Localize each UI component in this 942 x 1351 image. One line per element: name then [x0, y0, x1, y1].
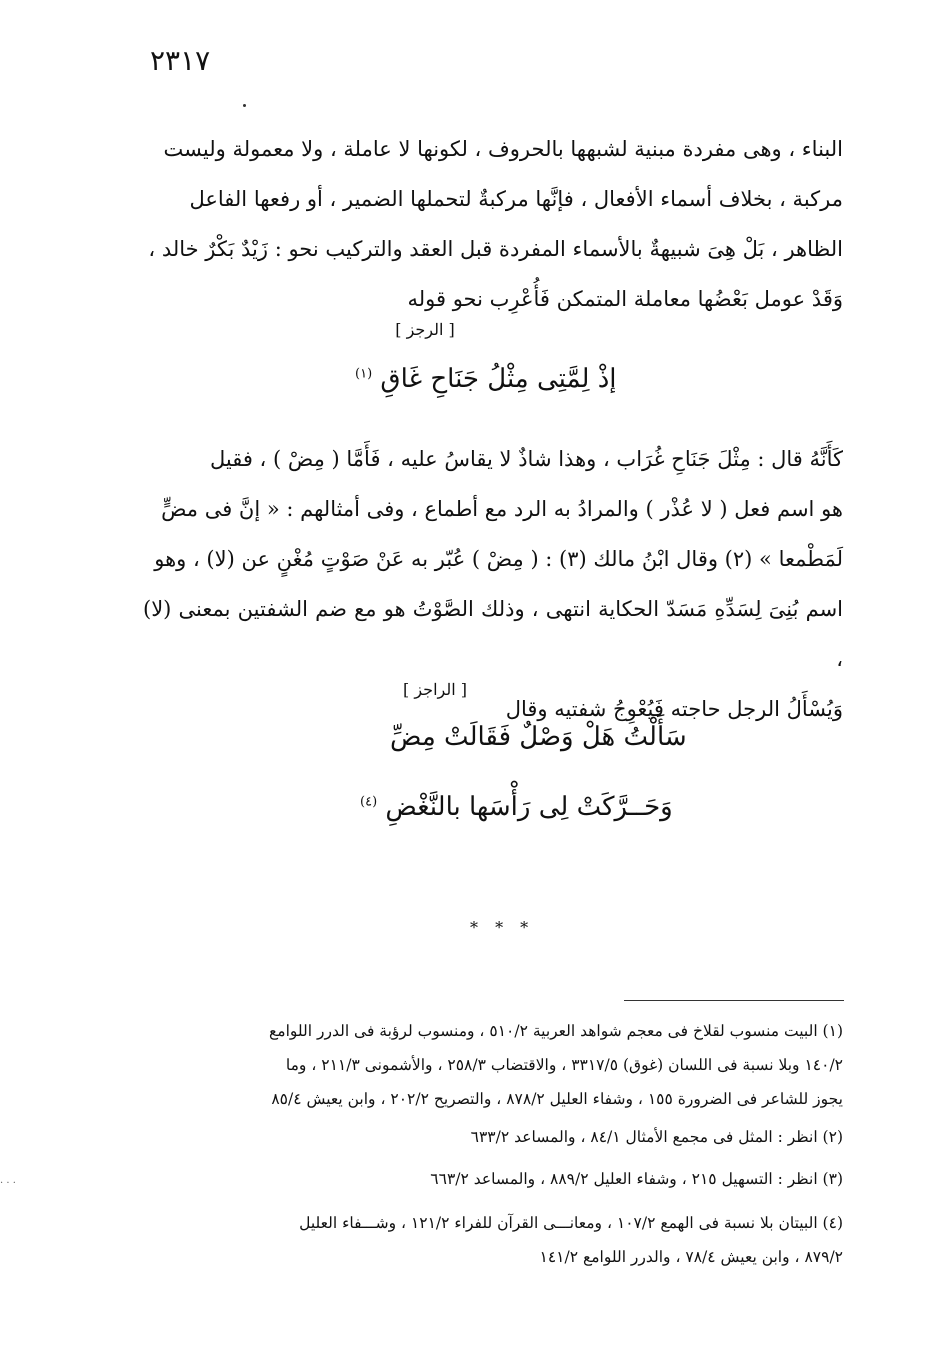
- paragraph-1: [143, 124, 843, 324]
- paragraph-2: [143, 434, 843, 734]
- footnote-line: (١) البيت منسوب لقلاخ فى معجم شواهد العربية ٥١٠/٢ ، ومنسوب لرؤبة فى الدرر اللوامع: [269, 1022, 843, 1040]
- paragraph-line: وَقَدْ عومل بَعْضُها معاملة المتمكن فَأُعْرِب نحو قوله: [407, 287, 843, 311]
- paragraph-line: اسم بُنِىَ لِسَدِّهِ مَسَدّ الحكاية انتهى ، وذلك الصَّوْتُ هو مع ضم الشفتين بمعنى (لا) ،: [143, 597, 843, 671]
- margin-specks: · · ·: [0, 1178, 16, 1189]
- footnote-1: [143, 1014, 843, 1116]
- footnote-line: يجوز للشاعر فى الضرورة ١٥٥ ، وشفاء العليل ٨٧٨/٢ ، والتصريح ٢٠٢/٢ ، وابن يعيش ٨٥/٤: [271, 1090, 843, 1108]
- footnote-line: (٢) انظر : المثل فى مجمع الأمثال ٨٤/١ ، والمساعد ٦٣٣/٢: [470, 1128, 843, 1146]
- paragraph-line: وَيُسْأَلُ الرجل حاجته فَيُعْوِجُ شفتيه وقال: [505, 697, 843, 721]
- verse-1: [355, 364, 617, 394]
- footnote-4: [143, 1206, 843, 1274]
- footnote-ref-1: (١): [355, 366, 373, 382]
- page-speck: [243, 104, 246, 107]
- verse-text: وَحَــرَّكَتْ لِى رَأْسَها بالنَّغْضِ: [385, 792, 673, 822]
- verse-2: [390, 722, 687, 752]
- paragraph-line: البناء ، وهى مفردة مبنية لشبهها بالحروف ، لكونها لا عاملة ، ولا معمولة وليست: [163, 137, 843, 161]
- paragraph-line: كَأَنَّهُ قال : مِثْلَ جَنَاحِ غُرَاب ، وهذا شاذٌ لا يقاسُ عليه ، فَأَمَّا ( مِضْ ) ، فقيل: [209, 447, 843, 471]
- section-separator: * * *: [470, 918, 535, 937]
- meter-label-rajaz: [ الرجز ]: [395, 320, 455, 339]
- footnote-line: ٨٧٩/٢ ، وابن يعيش ٧٨/٤ ، والدرر اللوامع ١٤١/٢: [539, 1248, 843, 1266]
- meter-label-rajiz: [ الراجز ]: [403, 680, 467, 699]
- footnote-rule: [624, 1000, 844, 1001]
- page-number: ٢٣١٧: [150, 44, 211, 77]
- footnote-2: [143, 1120, 843, 1154]
- paragraph-line: مركبة ، بخلاف أسماء الأفعال ، فإنَّها مركبةٌ لتحملها الضمير ، أو رفعها الفاعل: [189, 187, 843, 211]
- paragraph-line: لَمَطْمعا » (٢) وقال ابْنُ مالك (٣) : ( مِضْ ) عُبّر به عَنْ صَوْتٍ مُغْنٍ عن (لا) ، وهو: [154, 547, 843, 571]
- footnote-line: (٣) انظر : التسهيل ٢١٥ ، وشفاء العليل ٨٨٩/٢ ، والمساعد ٦٦٣/٢: [430, 1170, 843, 1188]
- verse-text: سَأَلْتُ هَلْ وَصْلٌ فَقَالَتْ مِضِّ: [390, 722, 687, 752]
- verse-text: إذْ لِمَّتِى مِثْلُ جَنَاحِ غَاقِ: [380, 364, 617, 394]
- footnote-ref-4: (٤): [360, 794, 378, 810]
- footnote-3: [143, 1162, 843, 1196]
- paragraph-line: الظاهر ، بَلْ هِىَ شبيهةٌ بالأسماء المفردة قبل العقد والتركيب نحو : زَيْدٌ بَكْرٌ خالد ،: [148, 237, 843, 261]
- footnote-line: (٤) البيتان بلا نسبة فى الهمع ١٠٧/٢ ، ومعانـــى القرآن للفراء ١٢١/٢ ، وشـــفاء العليل: [299, 1214, 843, 1232]
- verse-3: [360, 792, 673, 822]
- paragraph-line: هو اسم فعل ( لا عُذْر ) والمرادُ به الرد مع أطماع ، وفى أمثالهم : « إنَّ فى مضٍّ: [161, 497, 843, 521]
- footnote-line: ١٤٠/٢ وبلا نسبة فى اللسان (غوق) ٣٣١٧/٥ ، والاقتضاب ٢٥٨/٣ ، والأشمونى ٢١١/٣ ، وما: [285, 1056, 843, 1074]
